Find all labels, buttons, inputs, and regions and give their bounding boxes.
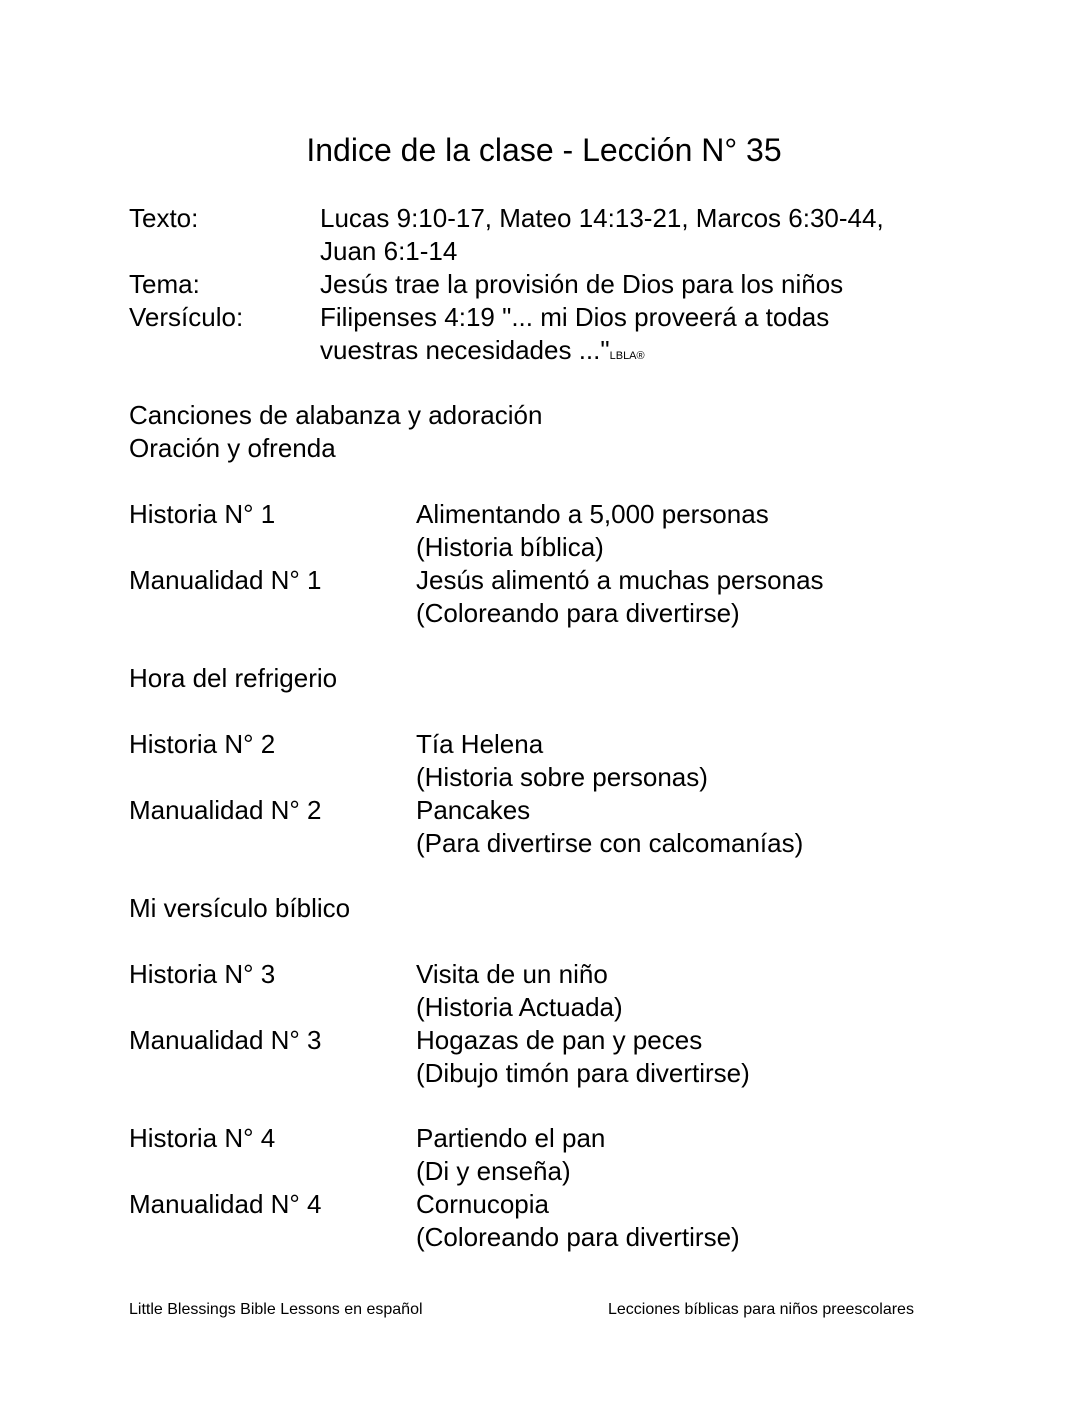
manualidad-2-label: Manualidad N° 2: [129, 795, 322, 825]
versiculo-quote-end: vuestras necesidades ...": [320, 335, 610, 365]
historia-3-title: Visita de un niño: [416, 959, 608, 989]
texto-value-line2: Juan 6:1-14: [320, 236, 458, 266]
manualidad-3-type: (Dibujo timón para divertirse): [416, 1058, 750, 1088]
tema-value: Jesús trae la provisión de Dios para los niños: [320, 269, 844, 299]
historia-4-title: Partiendo el pan: [416, 1123, 606, 1153]
historia-2-title: Tía Helena: [416, 729, 544, 759]
mi-versiculo-biblico: Mi versículo bíblico: [129, 893, 351, 923]
page-title: Indice de la clase - Lección N° 35: [306, 132, 782, 168]
manualidad-1-label: Manualidad N° 1: [129, 565, 322, 595]
manualidad-3-title: Hogazas de pan y peces: [416, 1025, 703, 1055]
manualidad-1-title: Jesús alimentó a muchas personas: [416, 565, 824, 595]
manualidad-4-title: Cornucopia: [416, 1189, 549, 1219]
opening-prayer: Oración y ofrenda: [129, 433, 336, 463]
manualidad-2-title: Pancakes: [416, 795, 531, 825]
historia-2-label: Historia N° 2: [129, 729, 276, 759]
footer-right: Lecciones bíblicas para niños preescolares: [608, 1301, 914, 1318]
texto-label: Texto:: [129, 203, 199, 233]
historia-4-type: (Di y enseña): [416, 1156, 571, 1186]
historia-3-label: Historia N° 3: [129, 959, 276, 989]
manualidad-3-label: Manualidad N° 3: [129, 1025, 322, 1055]
texto-value-line1: Lucas 9:10-17, Mateo 14:13-21, Marcos 6:30-44,: [320, 203, 884, 233]
versiculo-value-line1: Filipenses 4:19 "... mi Dios proveerá a todas: [320, 302, 830, 332]
refrigerio: Hora del refrigerio: [129, 663, 338, 693]
manualidad-4-type: (Coloreando para divertirse): [416, 1222, 740, 1252]
versiculo-source: LBLA®: [609, 350, 645, 362]
manualidad-1-type: (Coloreando para divertirse): [416, 598, 740, 628]
opening-songs: Canciones de alabanza y adoración: [129, 400, 543, 430]
historia-3-type: (Historia Actuada): [416, 992, 623, 1022]
historia-1-type: (Historia bíblica): [416, 532, 604, 562]
versiculo-value-line2: [320, 334, 645, 367]
manualidad-2-type: (Para divertirse con calcomanías): [416, 828, 804, 858]
historia-1-label: Historia N° 1: [129, 499, 276, 529]
footer-left: Little Blessings Bible Lessons en español: [129, 1301, 423, 1318]
versiculo-label: Versículo:: [129, 302, 244, 332]
historia-2-type: (Historia sobre personas): [416, 762, 708, 792]
manualidad-4-label: Manualidad N° 4: [129, 1189, 322, 1219]
historia-1-title: Alimentando a 5,000 personas: [416, 499, 769, 529]
historia-4-label: Historia N° 4: [129, 1123, 276, 1153]
tema-label: Tema:: [129, 269, 200, 299]
